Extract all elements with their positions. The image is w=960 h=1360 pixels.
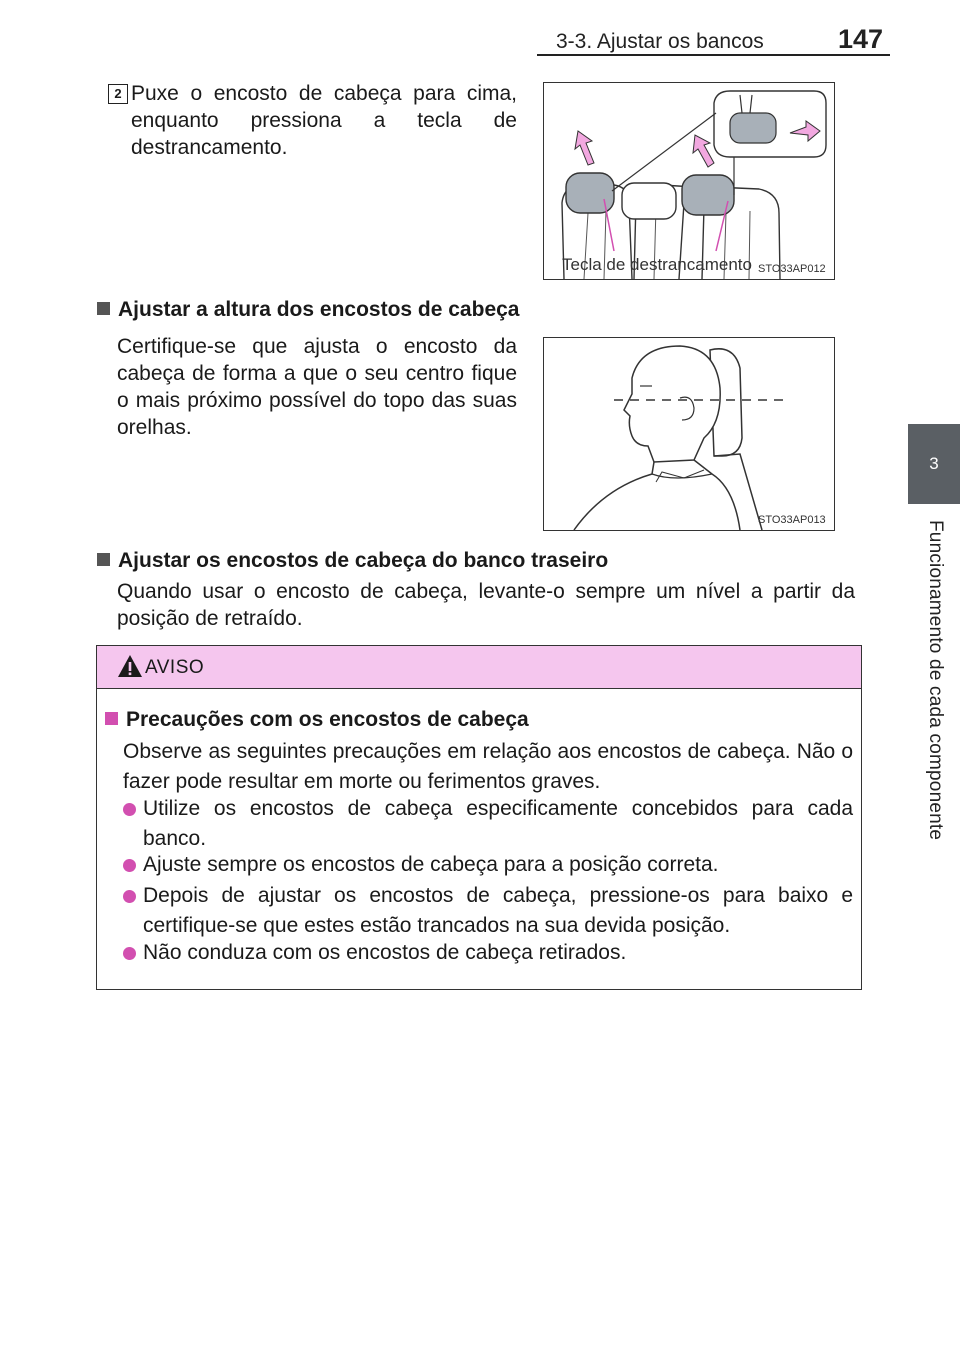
warning-bullet [123,794,853,854]
headrest-release-illustration [544,83,834,279]
step2-text: Puxe o encosto de cabeça para cima, enquanto pressiona a tecla de destrancamento. [131,82,517,159]
head-position-illustration [544,338,834,530]
height-heading-text: Ajustar a altura dos encostos de cabeça [118,298,520,321]
warning-box [96,645,862,990]
section-title: 3-3. Ajustar os bancos [556,30,764,53]
warning-title: AVISO [145,657,205,678]
figure-headrest-release [543,82,835,280]
warning-bullet [123,881,853,941]
warning-bullet [123,938,853,968]
warning-bullet [123,850,853,880]
chapter-title-vertical: Funcionamento de cada componente [925,520,946,841]
height-heading [97,298,519,322]
warning-heading-text: Precauções com os encostos de cabeça [126,708,529,731]
height-text: Certifique-se que ajusta o encosto da cabeça de forma a que o seu centro fique o mais próximo possível do topo das suas orelhas. [117,335,517,439]
warning-heading [105,708,529,732]
bullet-dot-icon [123,803,136,816]
figure-head-position [543,337,835,531]
warning-bullet-text: Não conduza com os encostos de cabeça retirados. [143,941,627,964]
heading-square-icon [97,302,110,315]
warning-bullet-text: Utilize os encostos de cabeça especificamente concebidos para cada banco. [143,797,853,850]
step-number-box: 2 [108,84,128,104]
rear-text: Quando usar o encosto de cabeça, levante-o sempre um nível a partir da posição de retraído. [117,580,855,630]
rear-heading-text: Ajustar os encostos de cabeça do banco traseiro [118,549,609,572]
rear-heading [97,549,608,573]
page-number: 147 [838,24,884,54]
warning-triangle-icon [117,654,143,678]
warning-intro: Observe as seguintes precauções em relação aos encostos de cabeça. Não o fazer pode resultar em morte ou ferimentos graves. [123,740,853,793]
warning-header [97,646,861,689]
chapter-tab: 3 [908,424,960,504]
bullet-dot-icon [123,859,136,872]
warning-bullet-text: Ajuste sempre os encostos de cabeça para a posição correta. [143,853,719,876]
figure1-callout-label: Tecla de destrancamento [562,255,752,274]
figure1-code: STO33AP012 [758,263,826,275]
bullet-dot-icon [123,947,136,960]
bullet-dot-icon [123,890,136,903]
header-rule [537,54,890,56]
figure2-code: STO33AP013 [758,514,826,526]
heading-square-icon [97,553,110,566]
warning-bullet-text: Depois de ajustar os encostos de cabeça, pressione-os para baixo e certifique-se que estes estão trancados na sua devida posição. [143,884,853,937]
heading-square-icon [105,712,118,725]
